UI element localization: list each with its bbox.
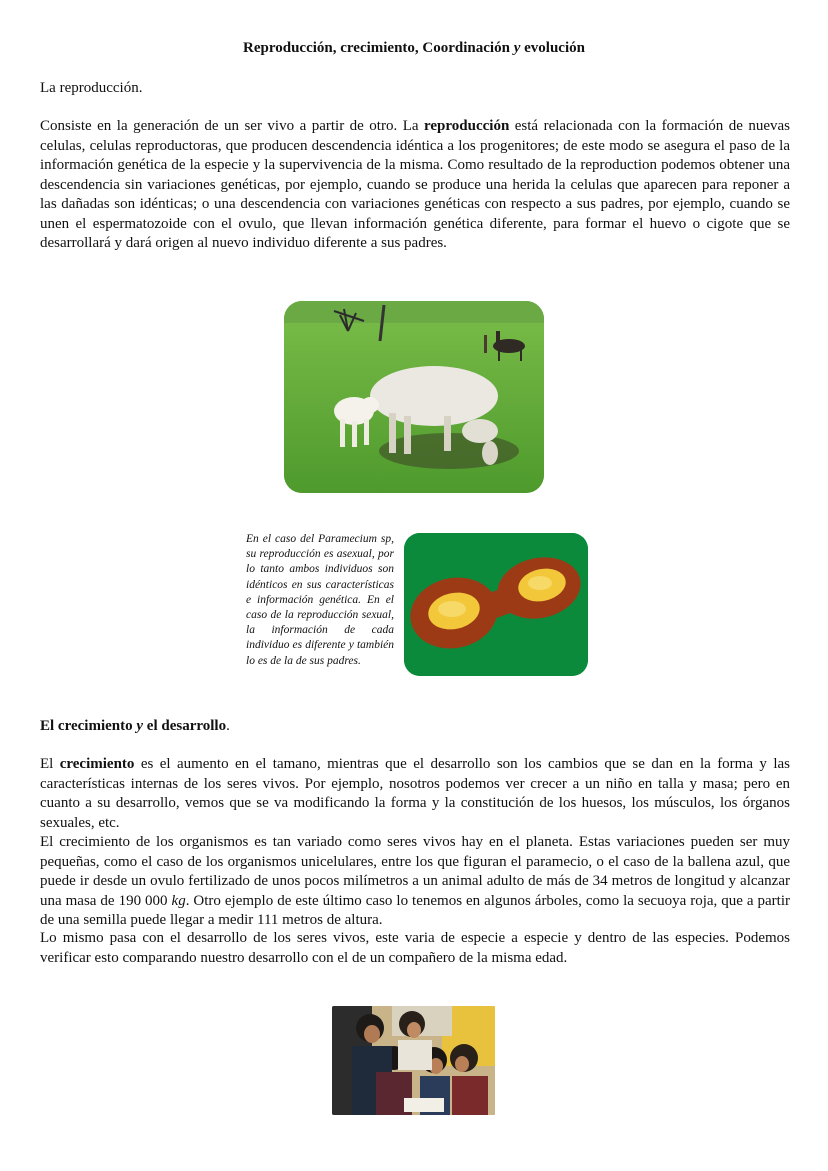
p1-text-end: está relacionada con la formación de nuevas celulas, celulas reproductoras, que producen descendencia idéntica a los progenitores; de este modo se asegura el paso de la información genética de la especie y la supervivencia de la misma. Como resultado de la reproduction podemos obtener una descendencia sin variaciones genéticas, por ejemplo, cuando se produce una herida la celulas que aparecen para reponer a las dañadas son idénticas; o una descendencia con variaciones genéticas con respecto a sus padres, por ejemplo, cuando se unen el espermatozoide con el ovulo, que llevan información genética diferente, para formar el huevo o cigote que se desarrollará y dará origen al nuevo individuo diferente a sus padres. [40, 118, 791, 251]
p1-text-start: Consiste en la generación de un ser vivo a partir de otro. La [40, 118, 424, 134]
paragraph-variaciones [40, 833, 790, 931]
paramecium-photo [404, 533, 588, 676]
title-text-end: evolución [524, 40, 585, 56]
heading2-text: El crecimiento [40, 718, 133, 734]
students-photo [332, 1006, 495, 1115]
p4-text-end: . Otro ejemplo de este último caso lo tenemos en algunos árboles, como la secuoya roja, que a partir de una semilla puede llegar a medir 111 metros de altura. [40, 892, 791, 928]
p1-bold-term: reproducción [424, 118, 510, 134]
section-heading-crecimiento [40, 718, 230, 735]
page-title [0, 40, 828, 57]
paragraph-crecimiento [40, 755, 790, 833]
p3-text-end: es el aumento en el tamano, mientras que el desarrollo son los cambios que se dan en la forma y las características internas de los seres vivos. Por ejemplo, nosotros podemos ver crecer a un niño en talla y masa; pero en cuanto a su desarrollo, vemos que se va modificando la forma y la constitución de los huesos, los músculos, los órganos sexuales, etc. [40, 756, 790, 831]
title-conjunction: y [513, 40, 521, 56]
p4-text-start: El crecimiento de los organismos es tan variado como seres vivos hay en el planeta. Estas variaciones pueden ser muy pequeñas, como el caso de los organismos unicelulares, entre los que figuran el paramecio, o el caso de la ballena azul, que puede ir desde un ovulo fertilizado de unos pocos milímetros a un animal adulto de más de 34 metros de longitud y alcanzar una masa de 190 000 [40, 834, 790, 909]
heading2-text-end: el desarrollo [146, 718, 227, 734]
heading2-conjunction: y [136, 718, 144, 734]
paramecium-caption: En el caso del Paramecium sp, su reproducción es asexual, por lo tanto ambos individuos son idénticos en sus características e información genética. En el caso de la reproducción sexual, la información de cada individuo es diferente y también lo es de la de sus padres. [246, 533, 394, 667]
title-text: Reproducción, crecimiento, Coordinación [243, 40, 510, 56]
paragraph-reproduccion [40, 117, 790, 254]
sheep-photo [284, 301, 544, 493]
p4-unit: kg [171, 892, 186, 909]
section-label-reproduccion: La reproducción. [40, 80, 143, 96]
p3-bold-term: crecimiento [59, 756, 135, 772]
p3-text-start: El [40, 756, 60, 772]
heading2-period: . [226, 718, 230, 734]
paragraph-desarrollo: Lo mismo pasa con el desarrollo de los seres vivos, este varia de especie a especie y dentro de las especies. Podemos verificar esto comparando nuestro desarrollo con el de un compañero de la misma edad. [40, 930, 790, 966]
